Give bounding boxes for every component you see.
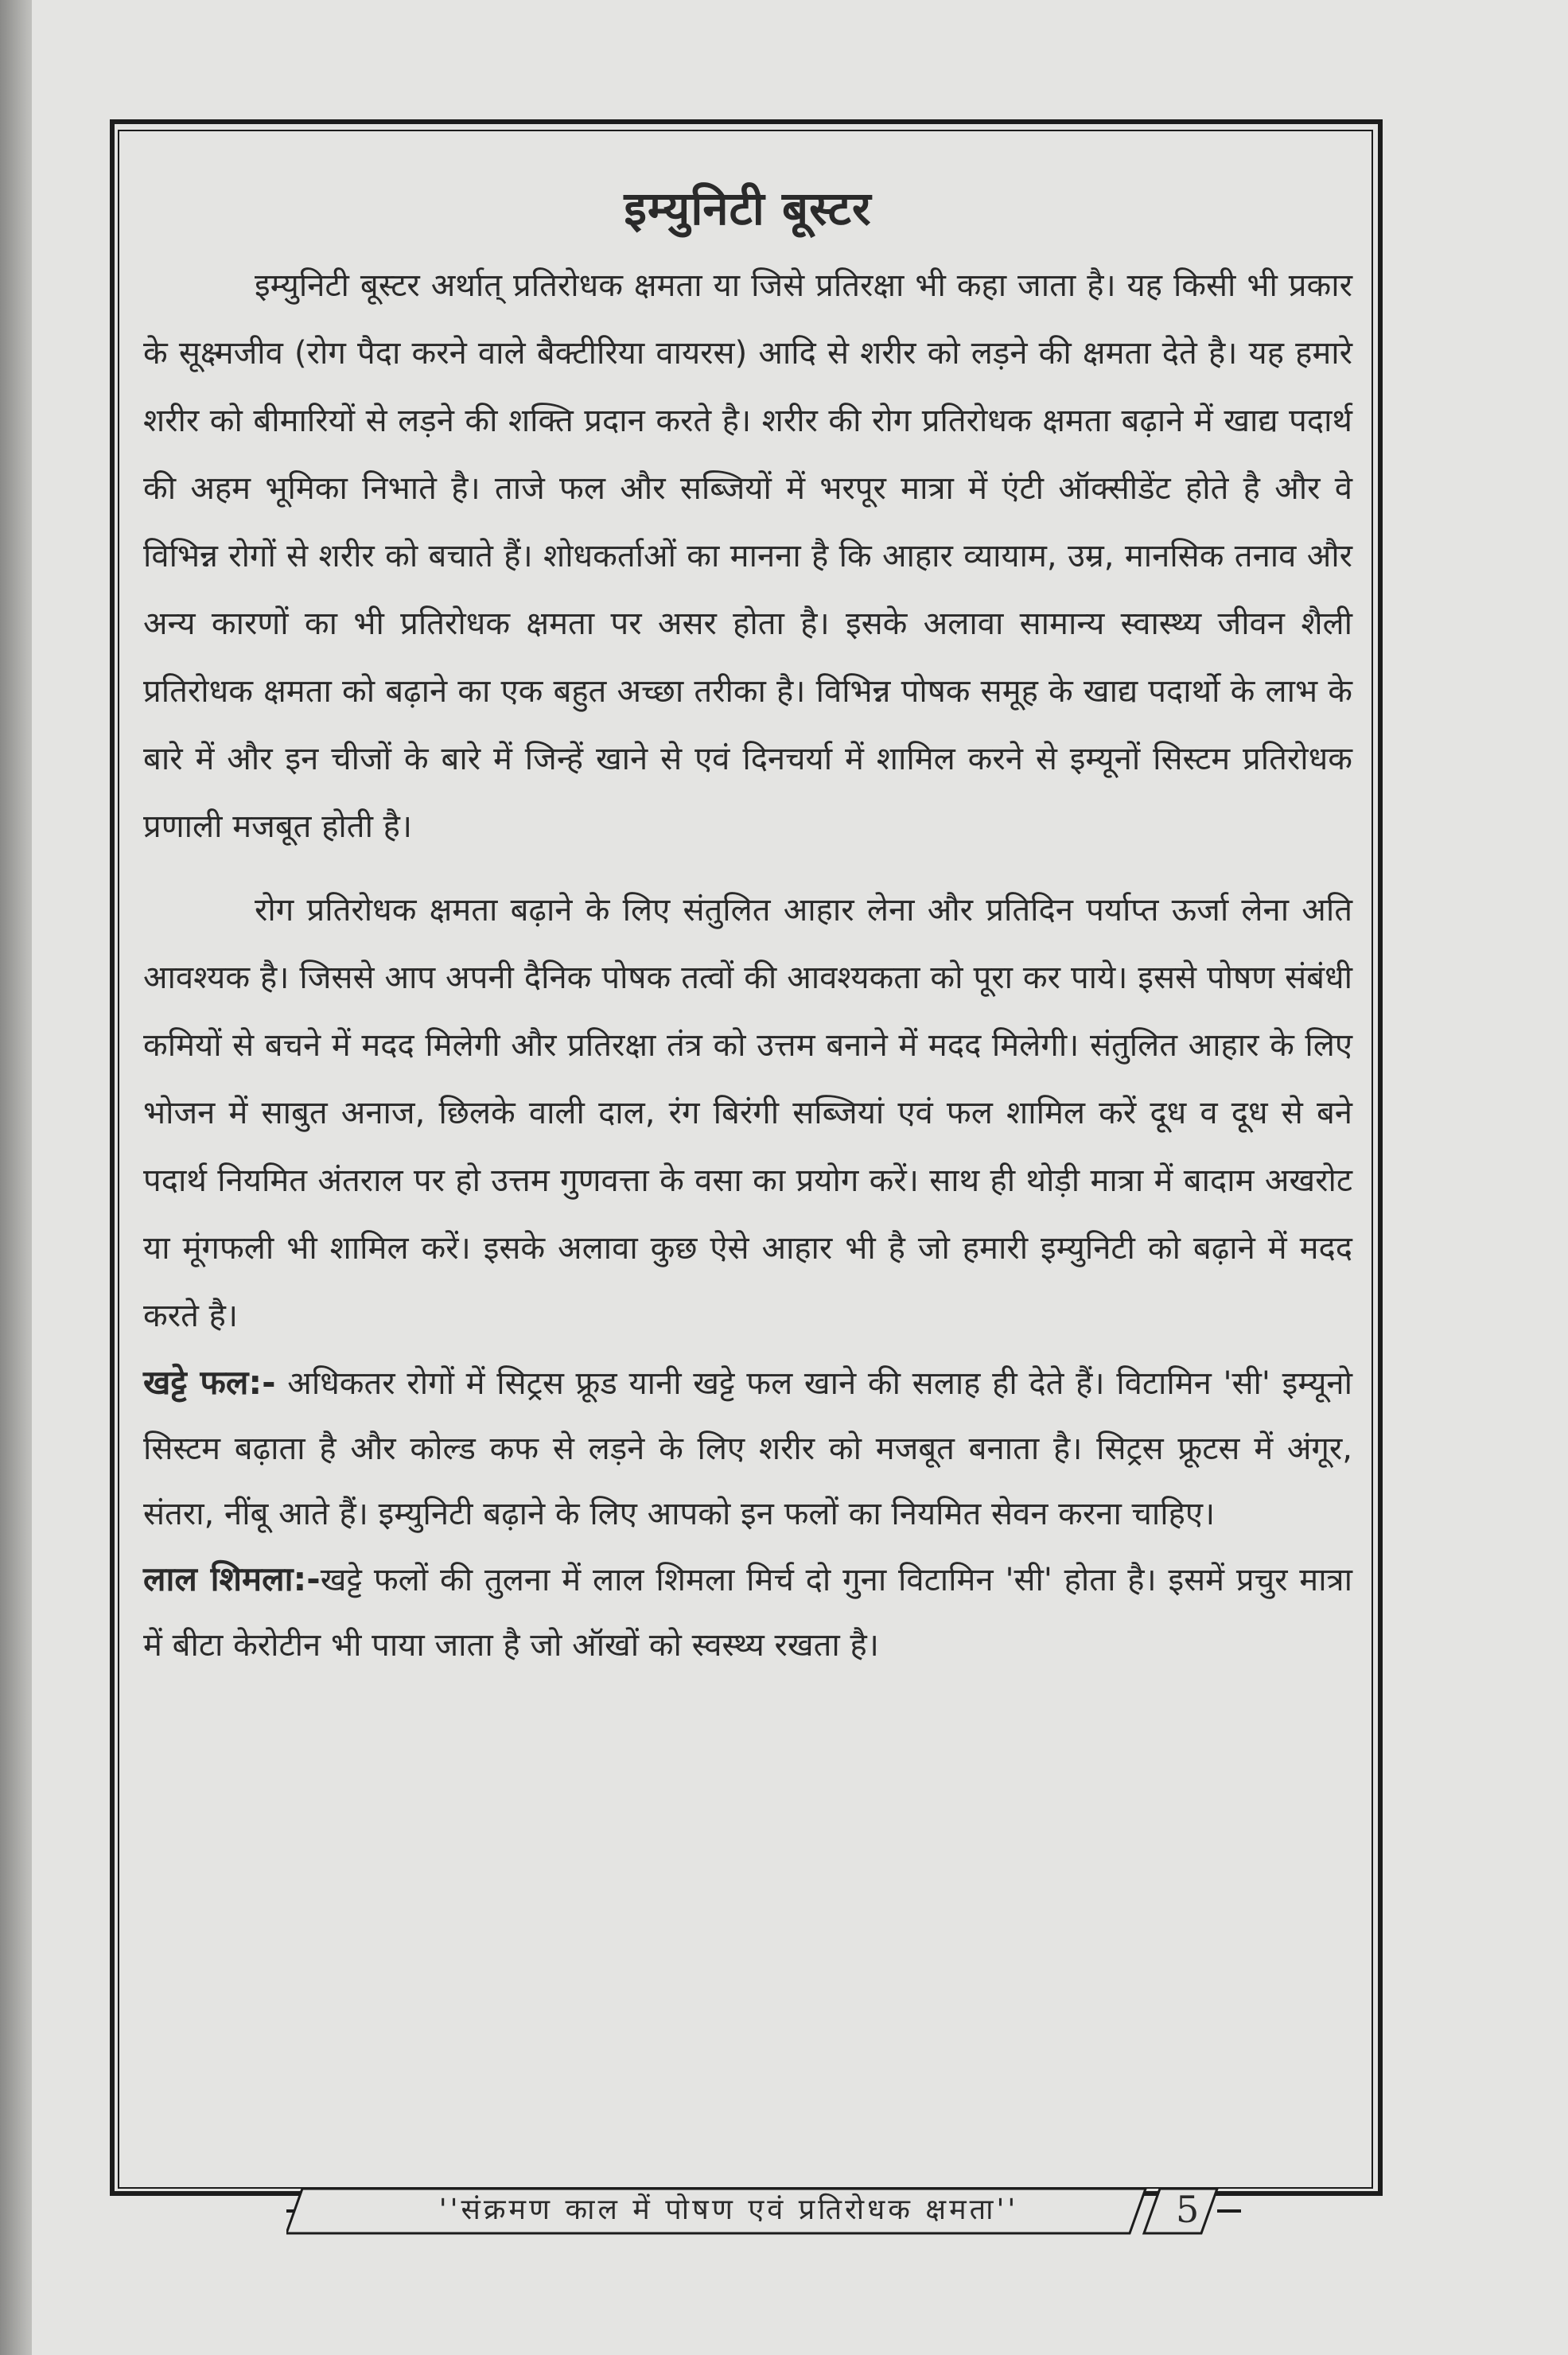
red-capsicum-section (143, 1547, 1352, 1678)
footer-book-title: ''संक्रमण काल में पोषण एवं प्रतिरोधक क्षमता'' (438, 2193, 1019, 2226)
page-title: इम्युनिटी बूस्टर (624, 181, 872, 236)
citrus-fruits-text: अधिकतर रोगों में सिट्रस फ्रूड यानी खट्टे फल खाने की सलाह ही देते हैं। विटामिन 'सी' इम्यूनो सिस्टम बढ़ाता है और कोल्ड कफ से लड़ने के लिए शरीर को मजबूत बनाता है। सिट्रस फ्रूटस में अंगूर, संतरा, नींबू आते हैं। इम्युनिटी बढ़ाने के लिए आपको इन फलों का नियमित सेवन करना चाहिए। (143, 1365, 1352, 1532)
intro-paragraph: इम्युनिटी बूस्टर अर्थात् प्रतिरोधक क्षमता या जिसे प्रतिरक्षा भी कहा जाता है। यह किसी भी प्रकार के सूक्ष्मजीव (रोग पैदा करने वाले बैक्टीरिया वायरस) आदि से शरीर को लड़ने की क्षमता देते है। यह हमारे शरीर को बीमारियों से लड़ने की शक्ति प्रदान करते है। शरीर की रोग प्रतिरोधक क्षमता बढ़ाने में खाद्य पदार्थ की अहम भूमिका निभाते है। ताजे फल और सब्जियों में भरपूर मात्रा में एंटी ऑक्सीडेंट होते है और वे विभिन्न रोगों से शरीर को बचाते हैं। शोधकर्ताओं का मानना है कि आहार व्यायाम, उम्र, मानसिक तनाव और अन्य कारणों का भी प्रतिरोधक क्षमता पर असर होता है। इसके अलावा सामान्य स्वास्थ्य जीवन शैली प्रतिरोधक क्षमता को बढ़ाने का एक बहुत अच्छा तरीका है। विभिन्न पोषक समूह के खाद्य पदार्थो के लाभ के बारे में और इन चीजों के बारे में जिन्हें खाने से एवं दिनचर्या में शामिल करने से इम्यूनों सिस्टम प्रतिरोधक प्रणाली मजबूत होती है। (143, 267, 1352, 845)
page-number: 5 (1176, 2188, 1200, 2231)
citrus-fruits-label: खट्टे फल:- (143, 1363, 276, 1402)
citrus-fruits-section (143, 1350, 1352, 1547)
page-content (143, 175, 1352, 1678)
red-capsicum-label: लाल शिमला:- (143, 1559, 321, 1598)
balanced-diet-paragraph: रोग प्रतिरोधक क्षमता बढ़ाने के लिए संतुलित आहार लेना और प्रतिदिन पर्याप्त ऊर्जा लेना अति आवश्यक है। जिससे आप अपनी दैनिक पोषक तत्वों की आवश्यकता को पूरा कर पाये। इससे पोषण संबंधी कमियों से बचने में मदद मिलेगी और प्रतिरक्षा तंत्र को उत्तम बनाने में मदद मिलेगी। संतुलित आहार के लिए भोजन में साबुत अनाज, छिलके वाली दाल, रंग बिरंगी सब्जियां एवं फल शामिल करें दूध व दूध से बने पदार्थ नियमित अंतराल पर हो उत्तम गुणवत्ता के वसा का प्रयोग करें। साथ ही थोड़ी मात्रा में बादाम अखरोट या मूंगफली भी शामिल करें। इसके अलावा कुछ ऐसे आहार भी है जो हमारी इम्युनिटी को बढ़ाने में मदद करते है। (143, 892, 1352, 1334)
red-capsicum-text: खट्टे फलों की तुलना में लाल शिमला मिर्च दो गुना विटामिन 'सी' होता है। इसमें प्रचुर मात्रा में बीटा केरोटीन भी पाया जाता है जो ऑखों को स्वस्थ्य रखता है। (143, 1562, 1353, 1664)
page-footer (286, 2184, 1241, 2238)
